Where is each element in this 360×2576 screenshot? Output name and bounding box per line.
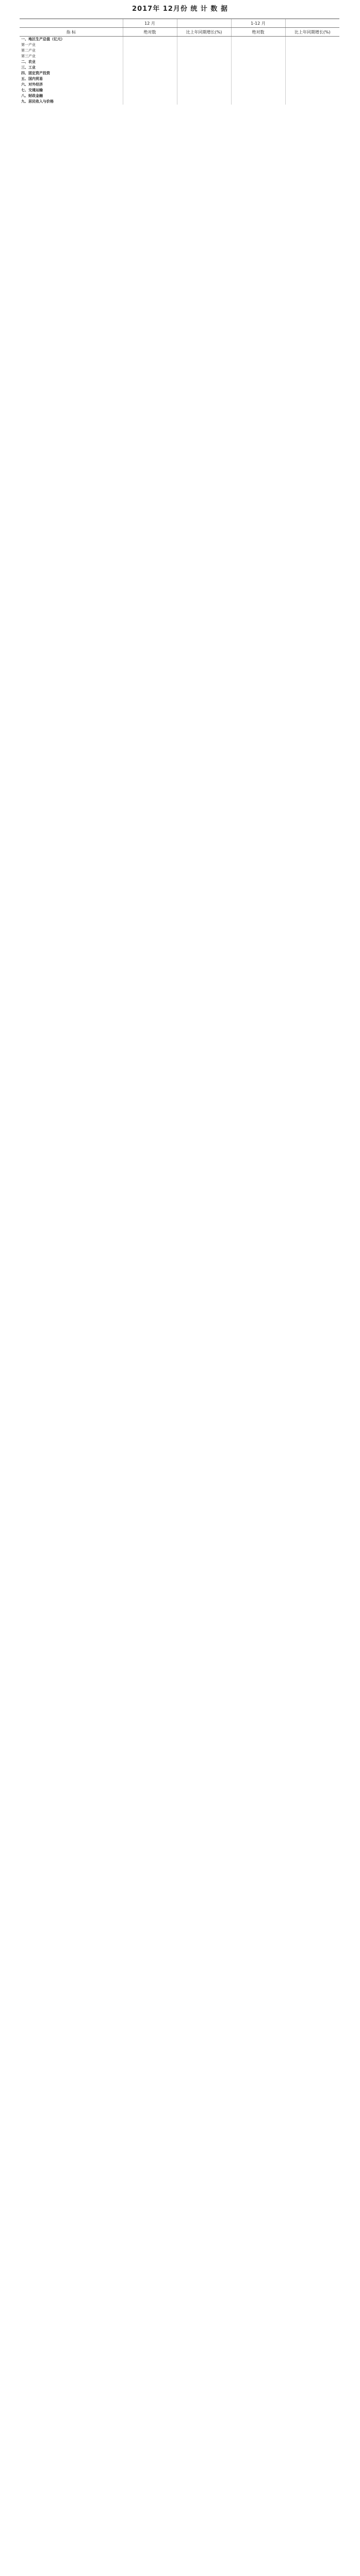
- header-cell: 1-12 月: [231, 19, 285, 28]
- row-label: 二、农业: [21, 60, 36, 64]
- table-cell: [177, 88, 231, 93]
- table-cell: [123, 82, 177, 88]
- table-cell: [177, 37, 231, 43]
- table-cell: [123, 54, 177, 59]
- table-cell: [123, 76, 177, 82]
- table-cell: [177, 76, 231, 82]
- table-cell: [231, 59, 285, 65]
- table-row: [20, 88, 339, 93]
- header-cell: [285, 19, 339, 28]
- table-cell: [231, 71, 285, 76]
- table-cell: [285, 93, 339, 99]
- table-cell: [285, 88, 339, 93]
- table-cell: [285, 99, 339, 105]
- table-cell: [123, 59, 177, 65]
- table-row: [20, 65, 339, 71]
- table-row: [20, 99, 339, 105]
- table-row: [20, 48, 339, 54]
- table-row: [20, 93, 339, 99]
- header-cell: 比上年同期增长(%): [285, 28, 339, 37]
- table-cell: [231, 65, 285, 71]
- table-cell: [177, 59, 231, 65]
- table-header-top: [20, 19, 339, 28]
- table-header-sub: [20, 28, 339, 37]
- header-cell: 12 月: [123, 19, 177, 28]
- table-row: [20, 71, 339, 76]
- row-label: 第一产业: [21, 43, 36, 47]
- table-cell: [231, 37, 285, 43]
- table-cell: [231, 54, 285, 59]
- table-cell: [285, 42, 339, 48]
- table-cell: [285, 59, 339, 65]
- table-cell: [285, 71, 339, 76]
- table-body: [20, 37, 339, 105]
- row-label: 八、财政金融: [21, 94, 43, 98]
- table-cell: [177, 82, 231, 88]
- table-cell: [123, 48, 177, 54]
- row-label: 第三产业: [21, 54, 36, 58]
- table-cell: [231, 99, 285, 105]
- row-label: 一、地区生产总值（亿元）: [21, 37, 64, 41]
- table-cell: [177, 71, 231, 76]
- table-cell: [285, 54, 339, 59]
- table-cell: [177, 65, 231, 71]
- table-cell: [285, 82, 339, 88]
- header-cell: 绝对数: [231, 28, 285, 37]
- table-cell: [231, 93, 285, 99]
- table-cell: [123, 37, 177, 43]
- table-cell: [231, 88, 285, 93]
- table-cell: [123, 99, 177, 105]
- table-cell: [123, 42, 177, 48]
- table-row: [20, 54, 339, 59]
- table-cell: [231, 42, 285, 48]
- table-cell: [231, 76, 285, 82]
- table-cell: [123, 88, 177, 93]
- table-row: [20, 42, 339, 48]
- table-row: [20, 59, 339, 65]
- row-label: 五、国内贸易: [21, 77, 43, 81]
- table-cell: [285, 65, 339, 71]
- table-cell: [177, 42, 231, 48]
- row-label: 四、固定资产投资: [21, 71, 50, 75]
- row-label: 三、工业: [21, 65, 36, 70]
- header-cell: [20, 19, 123, 28]
- table-cell: [231, 82, 285, 88]
- header-cell: [177, 19, 231, 28]
- table-cell: [177, 48, 231, 54]
- table-row: [20, 37, 339, 43]
- table-cell: [285, 37, 339, 43]
- table-cell: [123, 93, 177, 99]
- table-cell: [231, 48, 285, 54]
- table-cell: [285, 76, 339, 82]
- table-cell: [123, 65, 177, 71]
- table-cell: [177, 93, 231, 99]
- page-title: 2017年 12月份 统 计 数 据: [132, 5, 228, 13]
- header-cell: 指 标: [20, 28, 123, 37]
- row-label: 七、交通运输: [21, 88, 43, 92]
- row-label: 六、对外经济: [21, 82, 43, 87]
- table-cell: [123, 71, 177, 76]
- row-label: 第二产业: [21, 48, 36, 53]
- table-row: [20, 76, 339, 82]
- header-cell: 绝对数: [123, 28, 177, 37]
- statistics-table: [20, 19, 339, 2576]
- table-cell: [177, 54, 231, 59]
- table-cell: [177, 99, 231, 105]
- header-cell: 比上年同期增长(%): [177, 28, 231, 37]
- table-row: [20, 82, 339, 88]
- table-cell: [285, 48, 339, 54]
- row-label: 九、居民收入与价格: [21, 99, 54, 104]
